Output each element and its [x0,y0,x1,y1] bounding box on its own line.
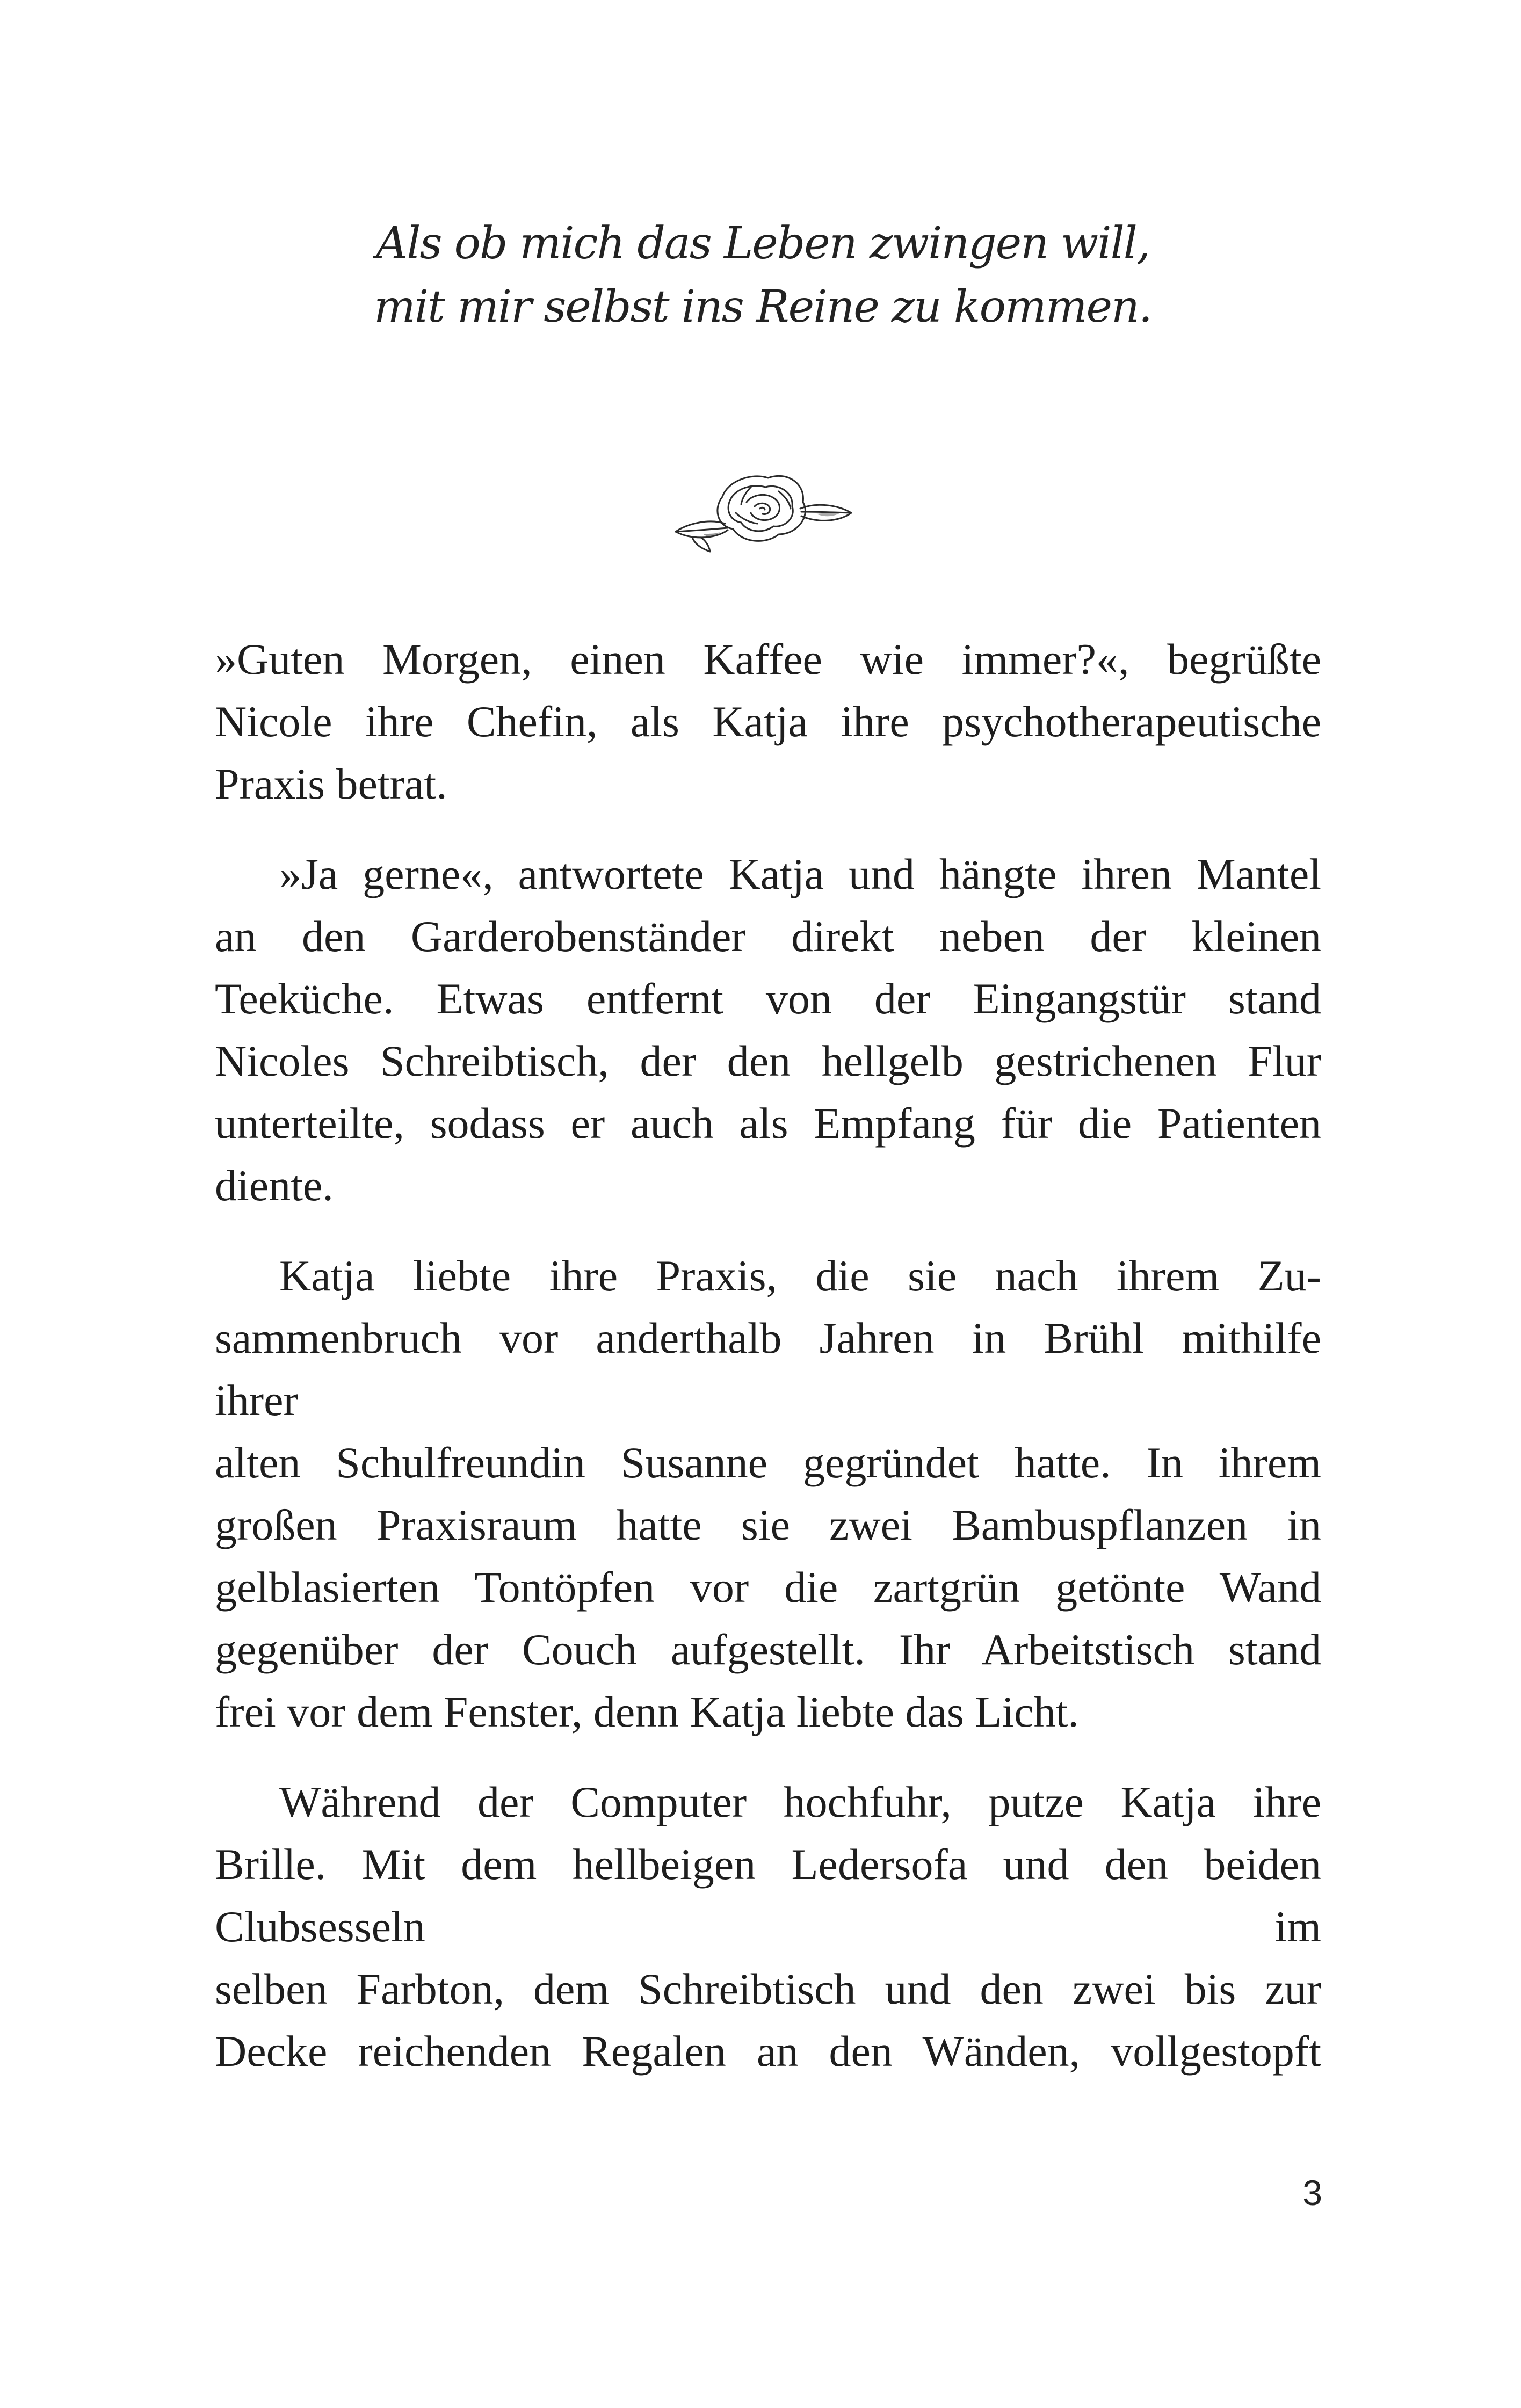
text-line: Clubsesseln im [215,1902,1321,1951]
text-line: Teeküche. Etwas entfernt von der Eingangstür stand [215,974,1321,1023]
body-text [215,628,1321,2110]
text-line: ihrer [215,1376,298,1425]
text-line: Während der Computer hochfuhr, putze Katja ihre [279,1778,1321,1826]
epigraph [215,212,1310,339]
text-line: diente. [215,1161,334,1210]
text-line: Decke reichenden Regalen an den Wänden, vollgestopft [215,2027,1321,2076]
text-line: Brille. Mit dem hellbeigen Ledersofa und den beiden [215,1840,1321,1889]
text-line: selben Farbton, dem Schreibtisch und den zwei bis zur [215,1964,1321,2013]
text-line: alten Schulfreundin Susanne gegründet hatte. In ihrem [215,1438,1321,1487]
text-line: »Guten Morgen, einen Kaffee wie immer?«, begrüßte [215,635,1321,684]
text-line: sammenbruch vor anderthalb Jahren in Brühl mithilfe [215,1314,1321,1362]
paragraph [215,1771,1321,2083]
text-line: frei vor dem Fenster, denn Katja liebte das Licht. [215,1687,1079,1736]
paragraph [215,843,1321,1217]
text-line: Katja liebte ihre Praxis, die sie nach ihrem Zu- [279,1251,1321,1300]
text-line: an den Garderobenständer direkt neben der kleinen [215,912,1321,961]
text-line: großen Praxisraum hatte sie zwei Bambuspflanzen in [215,1500,1321,1549]
text-line: Praxis betrat. [215,759,447,808]
epigraph-line-1: Als ob mich das Leben zwingen will, [376,218,1149,269]
paragraph [215,1245,1321,1743]
text-line: gegenüber der Couch aufgestellt. Ihr Arbeitstisch stand [215,1625,1321,1674]
paragraph [215,628,1321,815]
epigraph-line-2: mit mir selbst ins Reine zu kommen. [374,281,1151,332]
text-line: Nicoles Schreibtisch, der den hellgelb gestrichenen Flur [215,1036,1321,1085]
text-line: »Ja gerne«, antwortete Katja und hängte ihren Mantel [279,850,1321,898]
rose-ornament-icon [671,459,854,556]
page-number: 3 [1302,2173,1322,2213]
text-line: gelblasierten Tontöpfen vor die zartgrün getönte Wand [215,1563,1321,1612]
text-line: Nicole ihre Chefin, als Katja ihre psychotherapeutische [215,697,1321,746]
text-line: unterteilte, sodass er auch als Empfang für die Patienten [215,1099,1321,1148]
